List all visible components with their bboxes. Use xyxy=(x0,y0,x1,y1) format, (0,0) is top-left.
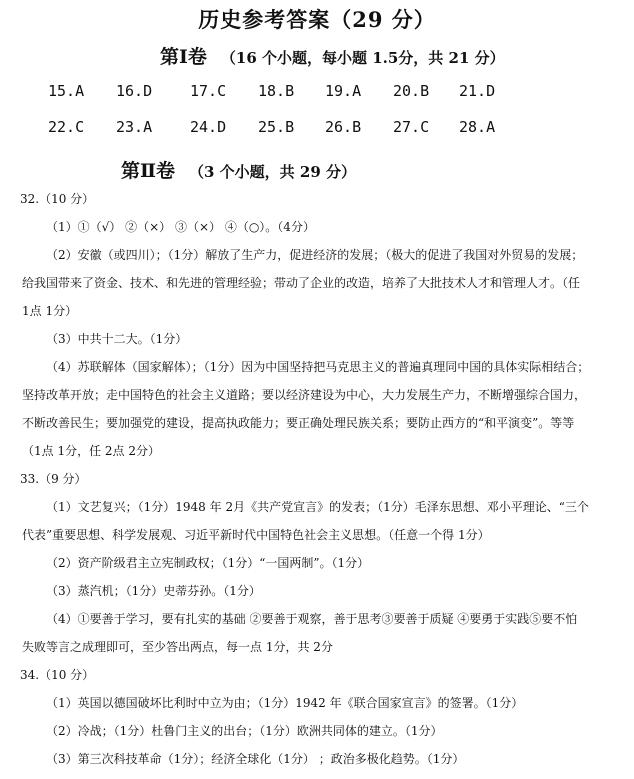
q32-answer-2-cont: 给我国带来了资金、技术、和先进的管理经验；带动了企业的改造，培养了大批技术人才和管理人才。（任 xyxy=(22,276,581,290)
page-title: 历史参考答案（29 分） xyxy=(198,7,436,32)
q33-answer-1-cont: 代表”重要思想、科学发展观、习近平新时代中国特色社会主义思想。（任意一个得 1分） xyxy=(22,528,490,542)
q33-answer-2: （2）资产阶级君主立宪制政权；（1分）“一国两制”。（1分） xyxy=(46,556,370,570)
q32-answer-4-cont: （1点 1分，任 2点 2分） xyxy=(22,444,160,458)
q33-answer-4-cont: 失败等言之成理即可，至少答出两点，每一点 1分，共 2分 xyxy=(22,640,333,654)
answer-item: 18.B xyxy=(258,82,295,100)
q32-answer-2: （2）安徽（或四川）；（1分）解放了生产力，促进经济的发展；（极大的促进了我国对外贸易的发展； xyxy=(46,248,584,262)
q32-answer-3: （3）中共十二大。（1分） xyxy=(46,332,188,346)
question-32-header: 32.（10 分） xyxy=(20,192,95,206)
section-1-heading xyxy=(160,42,505,69)
q33-answer-1: （1）文艺复兴；（1分）1948 年 2月《共产党宣言》的发表；（1分）毛泽东思想、邓小平理论、“三个 xyxy=(46,500,589,514)
answer-item: 23.A xyxy=(116,118,153,136)
answer-item: 16.D xyxy=(116,82,153,100)
section-1-label: 第Ⅰ卷 xyxy=(160,46,207,68)
section-2-subtitle: （3 个小题，共 29 分） xyxy=(189,163,356,181)
answer-item: 27.C xyxy=(393,118,430,136)
answer-item: 24.D xyxy=(190,118,227,136)
answer-item: 15.A xyxy=(48,82,85,100)
q32-answer-4-cont: 坚持改革开放；走中国特色的社会主义道路；要以经济建设为中心，大力发展生产力，不断增强综合国力， xyxy=(22,388,587,402)
q34-answer-1: （1）英国以德国破坏比利时中立为由；（1分）1942 年《联合国家宣言》的签署。（1分） xyxy=(46,696,524,710)
q33-answer-4: （4）①要善于学习，要有扎实的基础 ②要善于观察，善于思考③要善于质疑 ④要勇于实践⑤要不怕 xyxy=(46,612,578,626)
section-2-label: 第Ⅱ卷 xyxy=(121,160,176,182)
answer-item: 28.A xyxy=(459,118,496,136)
answer-item: 25.B xyxy=(258,118,295,136)
q33-answer-3: （3）蒸汽机；（1分）史蒂芬孙。（1分） xyxy=(46,584,261,598)
answer-row-2 xyxy=(0,118,634,142)
question-33-header: 33.（9 分） xyxy=(20,472,87,486)
answer-item: 20.B xyxy=(393,82,430,100)
q32-answer-2-cont: 1点 1分） xyxy=(22,304,78,318)
section-2-heading xyxy=(121,156,356,183)
section-1-subtitle: （16 个小题，每小题 1.5分，共 21 分） xyxy=(220,49,505,67)
question-34-header: 34.（10 分） xyxy=(20,668,95,682)
answer-item: 21.D xyxy=(459,82,496,100)
q34-answer-2: （2）冷战；（1分）杜鲁门主义的出台；（1分）欧洲共同体的建立。（1分） xyxy=(46,724,443,738)
answer-item: 17.C xyxy=(190,82,227,100)
answer-item: 26.B xyxy=(325,118,362,136)
q32-answer-1: （1）①（√） ②（×） ③（×） ④（○）。（4分） xyxy=(46,220,315,234)
answer-item: 22.C xyxy=(48,118,85,136)
answer-row-1 xyxy=(0,82,634,106)
answer-item: 19.A xyxy=(325,82,362,100)
q34-answer-3: （3）第三次科技革命（1分）；经济全球化（1分） ；政治多极化趋势。（1分） xyxy=(46,752,465,766)
q32-answer-4: （4）苏联解体（国家解体）；（1分）因为中国坚持把马克思主义的普遍真理同中国的具体实际相结合； xyxy=(46,360,590,374)
q32-answer-4-cont: 不断改善民生；要加强党的建设，提高执政能力；要正确处理民族关系；要防止西方的“和平演变”。等等 xyxy=(22,416,575,430)
